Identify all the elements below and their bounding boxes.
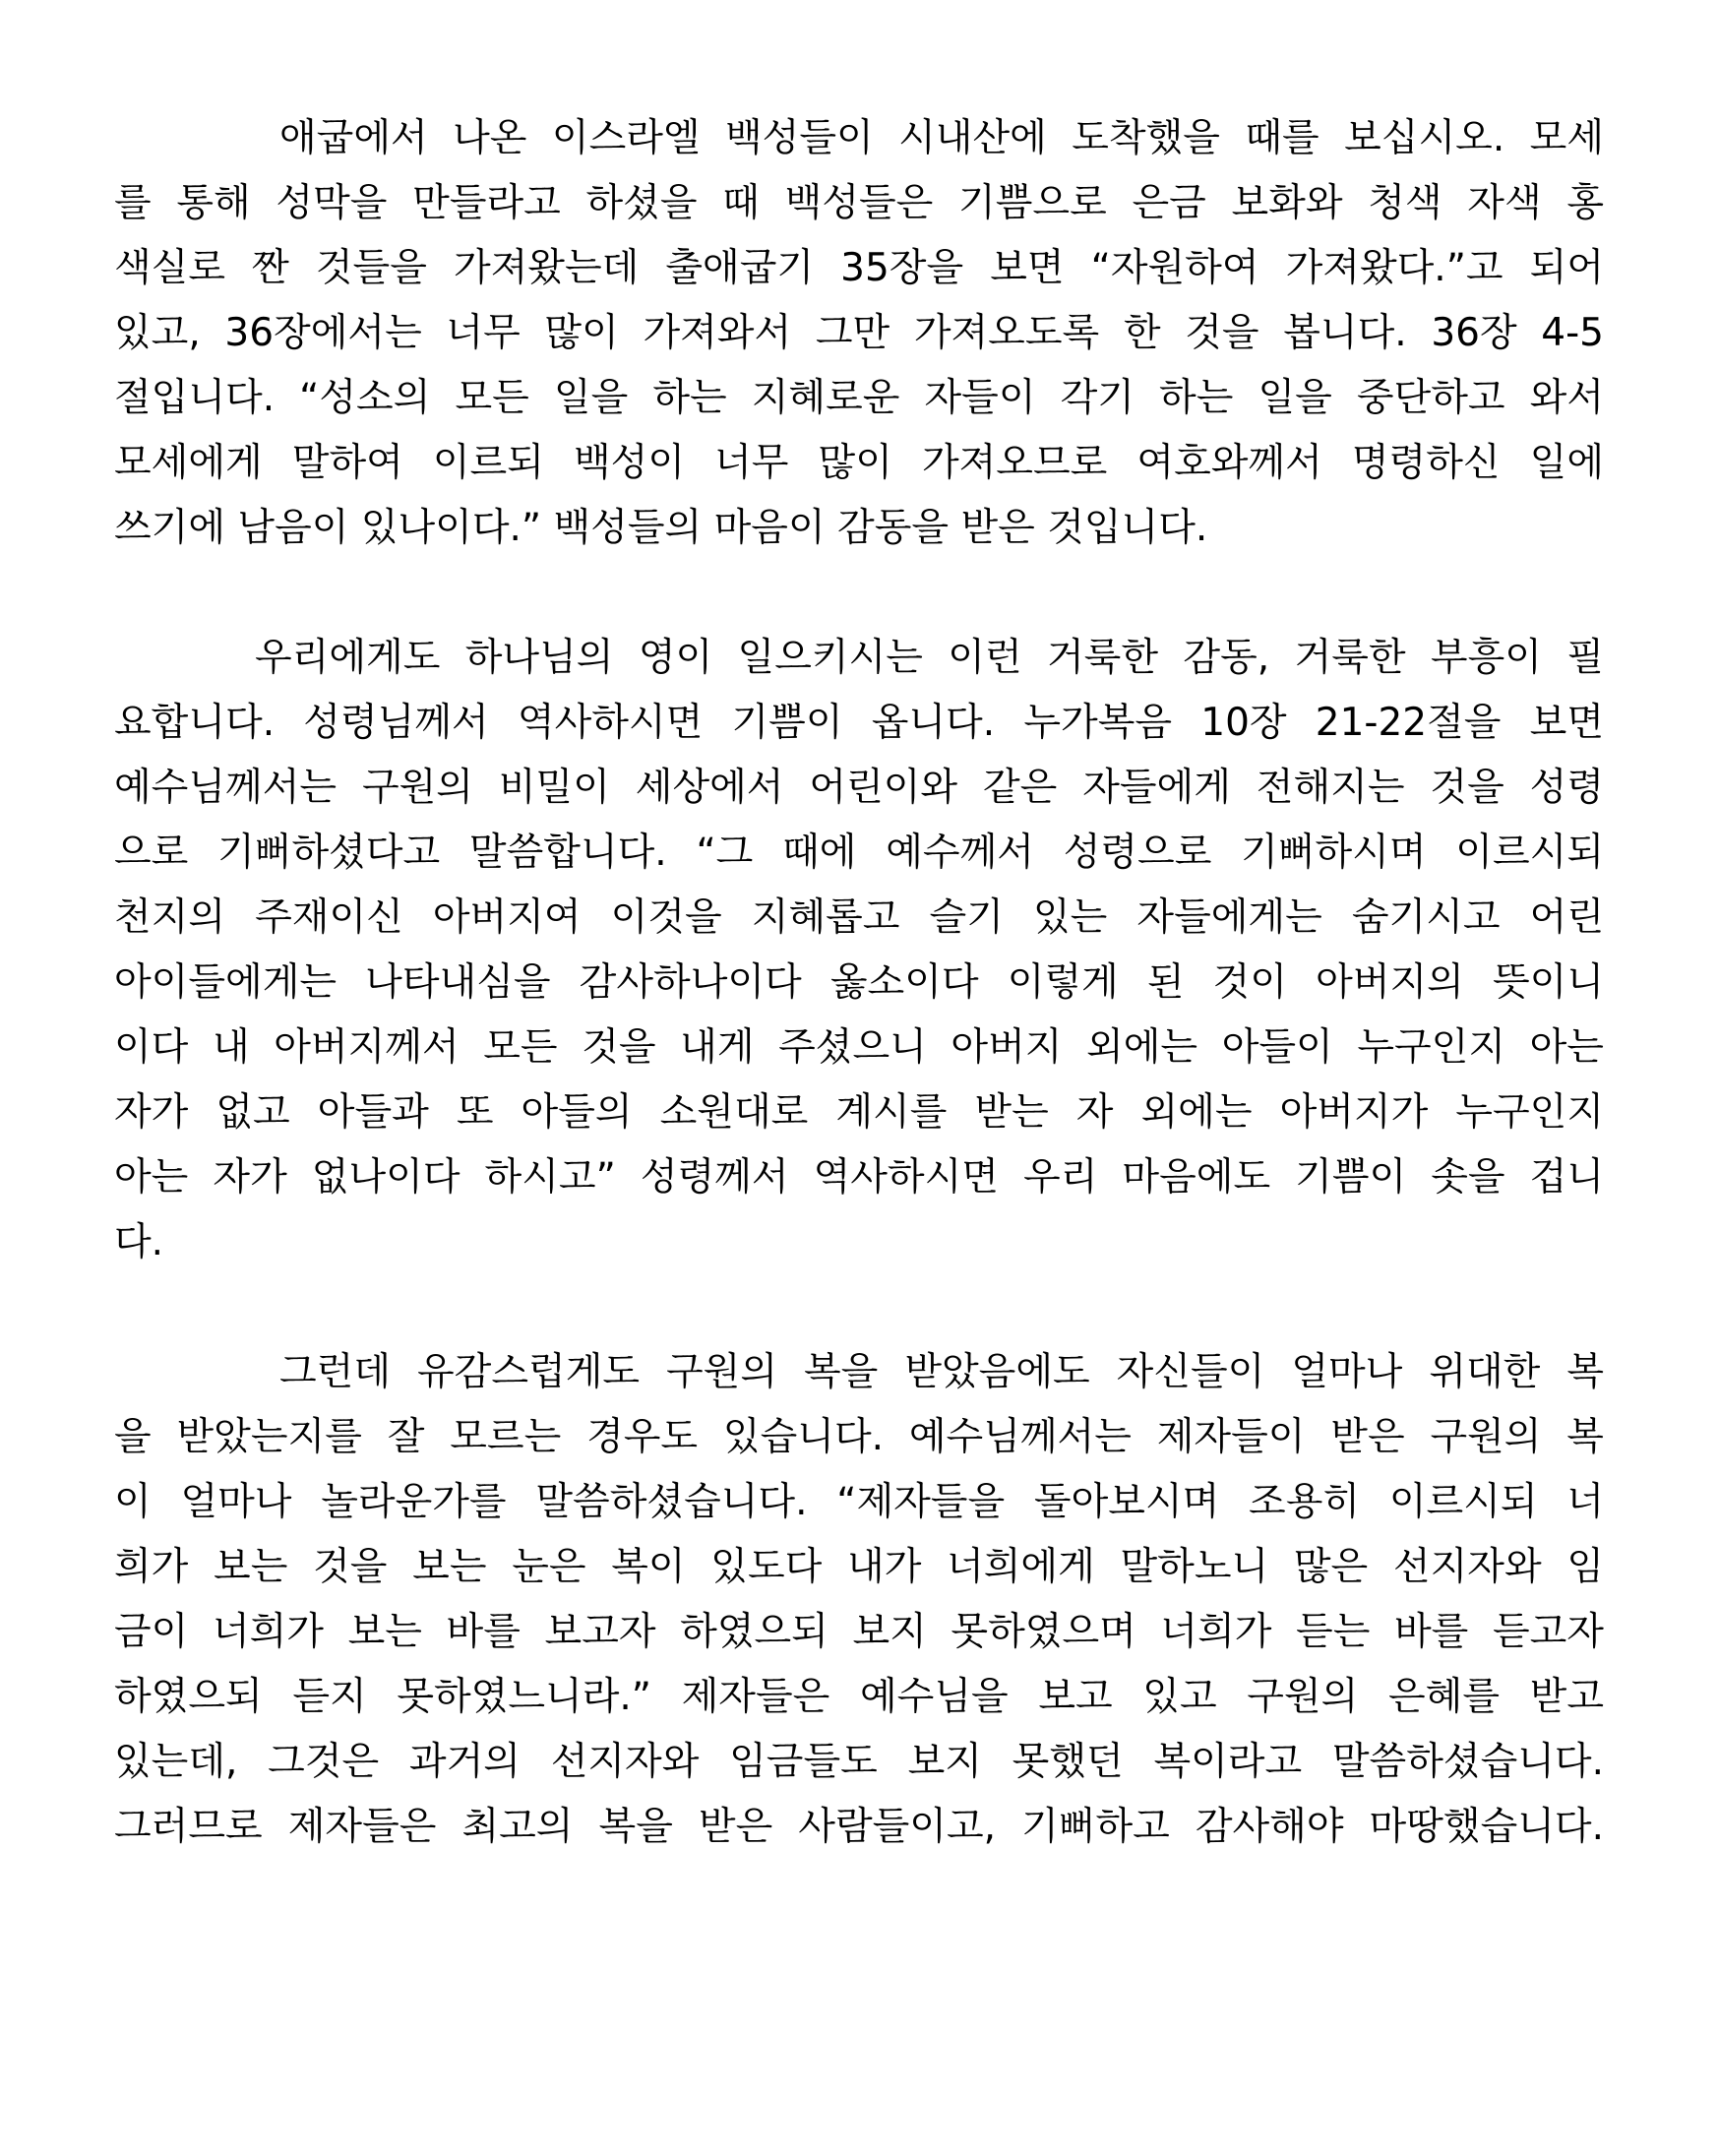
text-line: 천지의 주재이신 아버지여 이것을 지혜롭고 슬기 있는 자들에게는 숨기시고 어린 xyxy=(114,895,1604,940)
paragraph-2 xyxy=(114,626,1604,1275)
paragraph-3 xyxy=(114,1340,1604,1860)
text-line: 아이들에게는 나타내심을 감사하나이다 옳소이다 이렇게 된 것이 아버지의 뜻이니 xyxy=(114,960,1604,1005)
text-line: 희가 보는 것을 보는 눈은 복이 있도다 내가 너희에게 말하노니 많은 선지자와 임 xyxy=(114,1545,1604,1589)
text-line: 으로 기뻐하셨다고 말씀합니다. “그 때에 예수께서 성령으로 기뻐하시며 이르시되 xyxy=(114,831,1604,875)
text-line: 아는 자가 없나이다 하시고” 성령께서 역사하시면 우리 마음에도 기쁨이 솟을 겁니 xyxy=(114,1155,1604,1200)
text-line: 다. xyxy=(114,1220,164,1264)
text-line: 있고, 36장에서는 너무 많이 가져와서 그만 가져오도록 한 것을 봅니다. 36장 4-5 xyxy=(114,311,1604,355)
text-line: 있는데, 그것은 과거의 선지자와 임금들도 보지 못했던 복이라고 말씀하셨습니다. xyxy=(114,1740,1604,1784)
text-line: 절입니다. “성소의 모든 일을 하는 지혜로운 자들이 각기 하는 일을 중단하고 와서 xyxy=(114,376,1604,420)
text-line: 자가 없고 아들과 또 아들의 소원대로 계시를 받는 자 외에는 아버지가 누구인지 xyxy=(114,1090,1604,1135)
text-line: 하였으되 듣지 못하였느니라.” 제자들은 예수님을 보고 있고 구원의 은혜를 받고 xyxy=(114,1675,1604,1719)
paragraph-1 xyxy=(114,106,1604,561)
text-line: 이다 내 아버지께서 모든 것을 내게 주셨으니 아버지 외에는 아들이 누구인지 아는 xyxy=(114,1025,1604,1070)
text-line: 애굽에서 나온 이스라엘 백성들이 시내산에 도착했을 때를 보십시오. 모세 xyxy=(279,116,1604,160)
text-line: 금이 너희가 보는 바를 보고자 하였으되 보지 못하였으며 너희가 듣는 바를 듣고자 xyxy=(114,1610,1604,1654)
text-line: 이 얼마나 놀라운가를 말씀하셨습니다. “제자들을 돌아보시며 조용히 이르시되 너 xyxy=(114,1480,1604,1524)
text-line: 요합니다. 성령님께서 역사하시면 기쁨이 옵니다. 누가복음 10장 21-22절을 보면 xyxy=(114,701,1604,745)
text-line: 를 통해 성막을 만들라고 하셨을 때 백성들은 기쁨으로 은금 보화와 청색 자색 홍 xyxy=(114,181,1604,225)
text-line: 그러므로 제자들은 최고의 복을 받은 사람들이고, 기뻐하고 감사해야 마땅했습니다. xyxy=(114,1805,1604,1849)
text-line: 색실로 짠 것들을 가져왔는데 출애굽기 35장을 보면 “자원하여 가져왔다.”고 되어 xyxy=(114,246,1604,290)
text-line: 우리에게도 하나님의 영이 일으키시는 이런 거룩한 감동, 거룩한 부흥이 필 xyxy=(255,636,1604,680)
text-line: 그런데 유감스럽게도 구원의 복을 받았음에도 자신들이 얼마나 위대한 복 xyxy=(279,1350,1604,1394)
text-line: 예수님께서는 구원의 비밀이 세상에서 어린이와 같은 자들에게 전해지는 것을 성령 xyxy=(114,766,1604,810)
text-line: 쓰기에 남음이 있나이다.” 백성들의 마음이 감동을 받은 것입니다. xyxy=(114,506,1208,550)
text-line: 모세에게 말하여 이르되 백성이 너무 많이 가져오므로 여호와께서 명령하신 일에 xyxy=(114,441,1604,485)
text-line: 을 받았는지를 잘 모르는 경우도 있습니다. 예수님께서는 제자들이 받은 구원의 복 xyxy=(114,1415,1604,1459)
